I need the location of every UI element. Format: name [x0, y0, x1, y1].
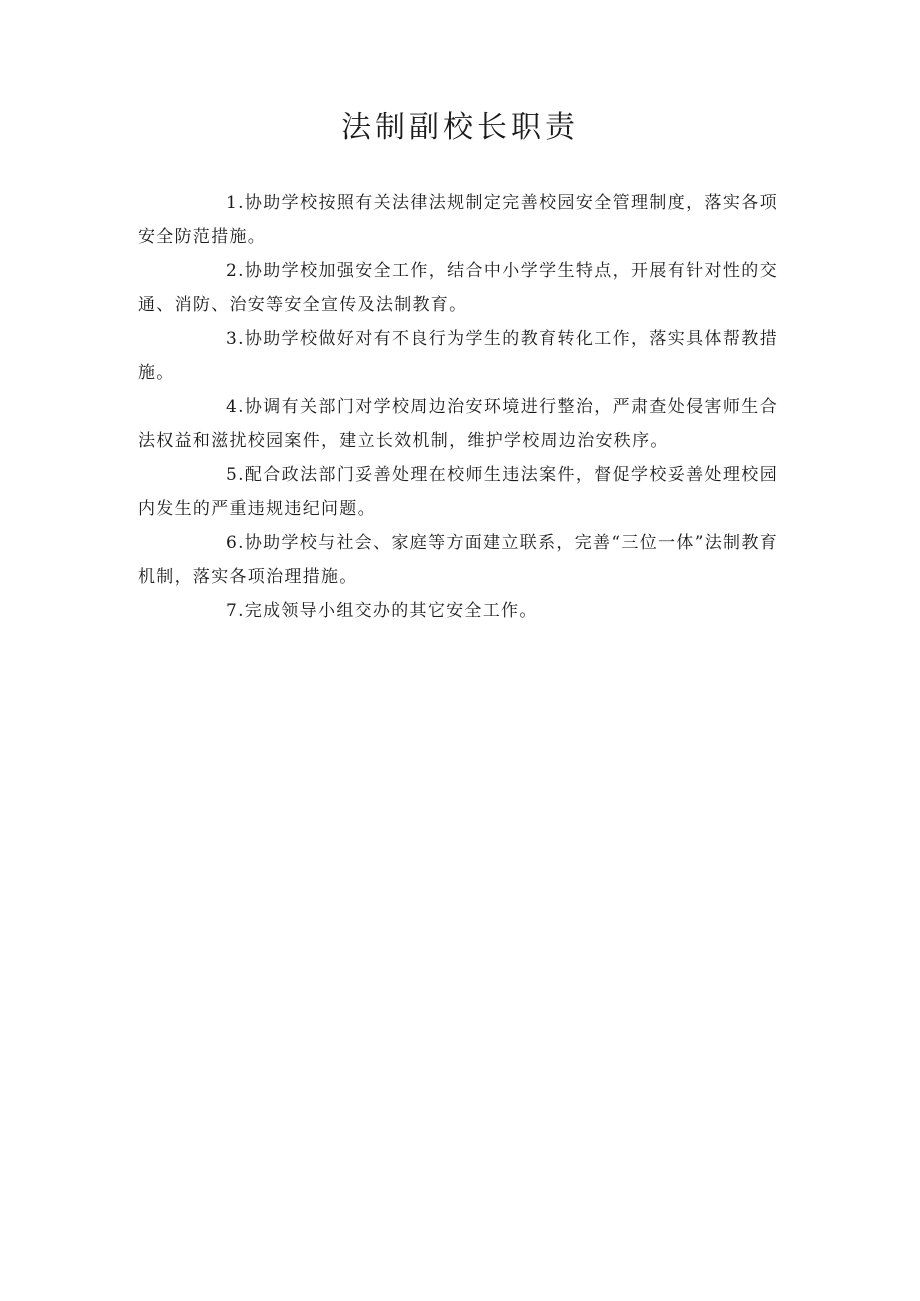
list-item	[138, 390, 778, 458]
duty-list	[138, 186, 778, 628]
item-text: .协助学校与社会、家庭等方面建立联系，完善“三位一体”法制教育机制，落实各项治理措施。	[138, 533, 778, 587]
list-item	[138, 322, 778, 390]
item-number: 4	[226, 397, 239, 417]
item-number: 3	[226, 329, 239, 349]
item-text: .协调有关部门对学校周边治安环境进行整治，严肃查处侵害师生合法权益和滋扰校园案件，建立长效机制，维护学校周边治安秩序。	[138, 397, 778, 451]
item-text: .协助学校加强安全工作，结合中小学学生特点，开展有针对性的交通、消防、治安等安全宣传及法制教育。	[138, 261, 778, 315]
list-item	[138, 458, 778, 526]
item-number: 5	[226, 465, 239, 485]
item-text: .完成领导小组交办的其它安全工作。	[238, 601, 538, 621]
item-number: 1	[226, 193, 239, 213]
list-item	[138, 254, 778, 322]
page-title: 法制副校长职责	[341, 110, 579, 145]
item-number: 6	[226, 533, 239, 553]
item-number: 7	[226, 601, 239, 621]
item-text: .协助学校做好对有不良行为学生的教育转化工作，落实具体帮教措施。	[138, 329, 778, 383]
list-item	[138, 186, 778, 254]
list-item	[138, 526, 778, 594]
item-number: 2	[226, 261, 239, 281]
item-text: .配合政法部门妥善处理在校师生违法案件，督促学校妥善处理校园内发生的严重违规违纪问题。	[138, 465, 778, 519]
item-text: .协助学校按照有关法律法规制定完善校园安全管理制度，落实各项安全防范措施。	[138, 193, 778, 247]
list-item	[138, 594, 778, 628]
